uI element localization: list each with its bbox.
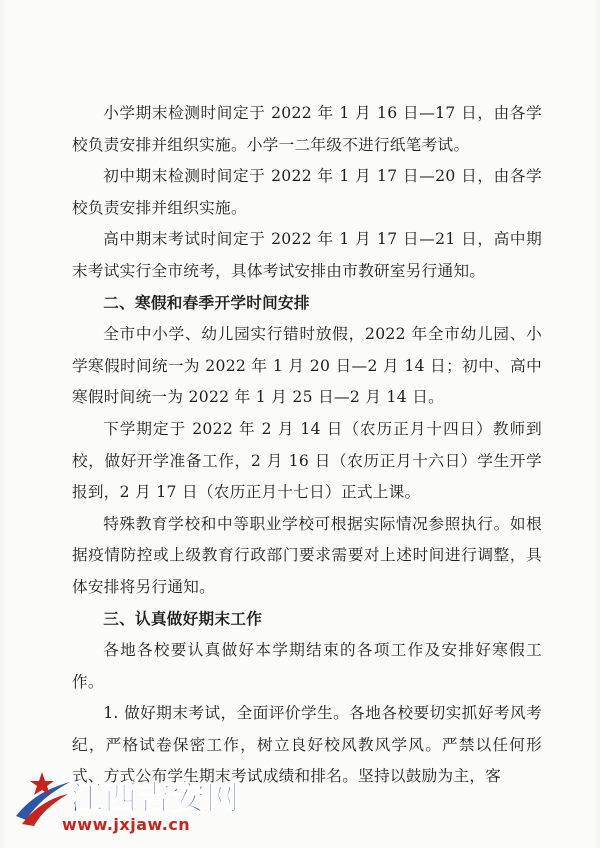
paragraph: 特殊教育学校和中等职业学校可根据实际情况参照执行。如根据疫情防控或上级教育行政部门要求需要对上述时间进行调整，具体安排将另行通知。 [72, 514, 542, 596]
paragraph: 全市中小学、幼儿园实行错时放假，2022 年全市幼儿园、小学寒假时间统一为 2022 年 1 月 20 日—2 月 14 日；初中、高中寒假时间统一为 2022 年 1 月 25 日—2 月 14 日。 [72, 325, 542, 407]
paragraph: 高中期末考试时间定于 2022 年 1 月 17 日—21 日，高中期末考试实行全市统考，具体考试安排由市教研室另行通知。 [72, 230, 542, 280]
site-watermark [12, 768, 272, 838]
watermark-site-name: 江西吉安网 [70, 778, 240, 817]
paragraph: 各地各校要认真做好本学期结束的各项工作及安排好寒假工作。 [72, 641, 542, 691]
document-body [72, 98, 542, 793]
paragraph: 1. 做好期末考试，全面评价学生。各地各校要切实抓好考风考纪，严格试卷保密工作，树立良好校风教风学风。严禁以任何形式、方式公布学生期末考试成绩和排名。坚持以鼓励为主，客 [72, 704, 542, 786]
section-heading: 三、认真做好期末工作 [103, 609, 263, 628]
section-heading: 二、寒假和春季开学时间安排 [103, 293, 310, 312]
watermark-url: www.jxjaw.cn [62, 815, 191, 834]
paragraph: 初中期末检测时间定于 2022 年 1 月 17 日—20 日，由各学校负责安排并组织实施。 [72, 167, 542, 217]
paragraph: 下学期定于 2022 年 2 月 14 日（农历正月十四日）教师到校，做好开学准备工作，2 月 16 日（农历正月十六日）学生开学报到，2 月 17 日（农历正月十七日）正式上课。 [72, 419, 542, 502]
paragraph: 小学期末检测时间定于 2022 年 1 月 16 日—17 日，由各学校负责安排并组织实施。小学一二年级不进行纸笔考试。 [72, 104, 542, 154]
